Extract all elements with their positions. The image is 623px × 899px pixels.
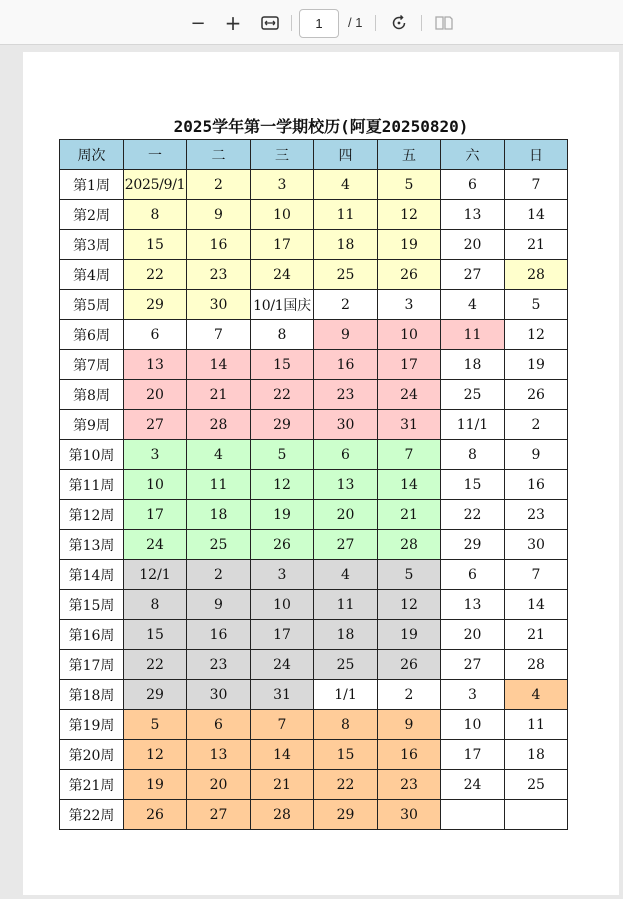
fit-width-button[interactable]	[257, 10, 283, 36]
date-cell: 21	[251, 770, 314, 800]
date-cell: 9	[187, 590, 251, 620]
date-cell: 24	[124, 530, 187, 560]
date-cell: 2	[187, 560, 251, 590]
date-cell: 4	[314, 170, 378, 200]
date-cell: 14	[505, 200, 568, 230]
date-cell: 25	[314, 650, 378, 680]
date-cell: 14	[251, 740, 314, 770]
page-number-input[interactable]	[299, 9, 339, 38]
date-cell: 1/1	[314, 680, 378, 710]
date-cell: 25	[314, 260, 378, 290]
date-cell: 10/1国庆	[251, 290, 314, 320]
week-label: 第15周	[60, 590, 124, 620]
date-cell: 5	[124, 710, 187, 740]
date-cell: 12	[378, 590, 441, 620]
date-cell: 8	[251, 320, 314, 350]
toolbar-divider	[291, 15, 292, 31]
date-cell: 11	[441, 320, 505, 350]
date-cell: 17	[378, 350, 441, 380]
date-cell: 22	[314, 770, 378, 800]
date-cell: 23	[187, 650, 251, 680]
date-cell: 27	[441, 260, 505, 290]
date-cell: 20	[441, 620, 505, 650]
pdf-toolbar	[0, 0, 623, 45]
calendar-title: 2025学年第一学期校历(阿夏20250820)	[173, 117, 469, 136]
date-cell: 5	[251, 440, 314, 470]
header-week: 周次	[60, 140, 124, 170]
date-cell: 16	[314, 350, 378, 380]
date-cell: 10	[251, 590, 314, 620]
table-row	[60, 290, 568, 320]
header-weekday: 四	[314, 140, 378, 170]
date-cell: 7	[251, 710, 314, 740]
date-cell: 25	[187, 530, 251, 560]
week-label: 第17周	[60, 650, 124, 680]
date-cell: 14	[187, 350, 251, 380]
date-cell: 2	[314, 290, 378, 320]
table-row	[60, 380, 568, 410]
date-cell: 18	[314, 230, 378, 260]
date-cell: 26	[378, 260, 441, 290]
table-row	[60, 680, 568, 710]
header-weekday: 六	[441, 140, 505, 170]
date-cell: 30	[314, 410, 378, 440]
date-cell: 13	[124, 350, 187, 380]
date-cell: 20	[314, 500, 378, 530]
date-cell: 28	[251, 800, 314, 830]
page-view-icon	[435, 16, 453, 30]
table-row	[60, 740, 568, 770]
date-cell: 18	[314, 620, 378, 650]
week-label: 第11周	[60, 470, 124, 500]
table-row	[60, 560, 568, 590]
week-label: 第13周	[60, 530, 124, 560]
date-cell: 29	[124, 680, 187, 710]
week-label: 第22周	[60, 800, 124, 830]
date-cell: 6	[441, 170, 505, 200]
date-cell: 30	[505, 530, 568, 560]
date-cell: 21	[505, 230, 568, 260]
date-cell: 5	[505, 290, 568, 320]
date-cell: 25	[505, 770, 568, 800]
header-weekday: 二	[187, 140, 251, 170]
header-weekday: 日	[505, 140, 568, 170]
date-cell: 9	[314, 320, 378, 350]
date-cell: 11/1	[441, 410, 505, 440]
date-cell: 9	[378, 710, 441, 740]
document-page	[23, 52, 619, 895]
date-cell: 17	[441, 740, 505, 770]
date-cell: 15	[251, 350, 314, 380]
table-row	[60, 590, 568, 620]
zoom-out-icon: −	[190, 12, 206, 34]
table-row	[60, 350, 568, 380]
date-cell: 6	[187, 710, 251, 740]
date-cell: 28	[505, 650, 568, 680]
toolbar-divider	[375, 15, 376, 31]
date-cell: 5	[378, 170, 441, 200]
date-cell: 29	[314, 800, 378, 830]
date-cell: 30	[187, 290, 251, 320]
week-label: 第21周	[60, 770, 124, 800]
date-cell: 24	[441, 770, 505, 800]
week-label: 第14周	[60, 560, 124, 590]
week-label: 第19周	[60, 710, 124, 740]
toolbar-divider	[421, 15, 422, 31]
date-cell: 8	[124, 590, 187, 620]
date-cell: 6	[314, 440, 378, 470]
date-cell: 27	[124, 410, 187, 440]
date-cell: 11	[314, 200, 378, 230]
date-cell: 16	[505, 470, 568, 500]
date-cell: 19	[505, 350, 568, 380]
date-cell: 30	[378, 800, 441, 830]
table-row	[60, 710, 568, 740]
date-cell: 12/1	[124, 560, 187, 590]
date-cell: 20	[441, 230, 505, 260]
fit-width-icon	[261, 16, 279, 30]
date-cell: 3	[251, 170, 314, 200]
header-weekday: 三	[251, 140, 314, 170]
week-label: 第18周	[60, 680, 124, 710]
date-cell: 4	[441, 290, 505, 320]
date-cell: 31	[378, 410, 441, 440]
table-row	[60, 650, 568, 680]
date-cell: 26	[505, 380, 568, 410]
date-cell: 24	[251, 650, 314, 680]
date-cell: 24	[378, 380, 441, 410]
date-cell: 15	[314, 740, 378, 770]
date-cell: 4	[314, 560, 378, 590]
date-cell: 13	[187, 740, 251, 770]
date-cell: 20	[187, 770, 251, 800]
date-cell: 6	[124, 320, 187, 350]
table-header-row	[60, 140, 568, 170]
page-total-label: / 1	[348, 15, 363, 30]
table-row	[60, 770, 568, 800]
table-row	[60, 170, 568, 200]
date-cell: 2	[378, 680, 441, 710]
date-cell: 19	[124, 770, 187, 800]
date-cell: 11	[314, 590, 378, 620]
date-cell: 28	[505, 260, 568, 290]
week-label: 第12周	[60, 500, 124, 530]
date-cell: 13	[314, 470, 378, 500]
date-cell: 2	[187, 170, 251, 200]
date-cell: 25	[441, 380, 505, 410]
date-cell: 18	[441, 350, 505, 380]
header-weekday: 一	[124, 140, 187, 170]
date-cell: 29	[441, 530, 505, 560]
zoom-out-button[interactable]	[185, 10, 211, 36]
date-cell: 23	[378, 770, 441, 800]
week-label: 第9周	[60, 410, 124, 440]
week-label: 第5周	[60, 290, 124, 320]
date-cell: 23	[505, 500, 568, 530]
date-cell: 6	[441, 560, 505, 590]
table-row	[60, 620, 568, 650]
date-cell: 22	[251, 380, 314, 410]
date-cell: 15	[441, 470, 505, 500]
date-cell: 7	[505, 170, 568, 200]
date-cell: 11	[187, 470, 251, 500]
table-row	[60, 410, 568, 440]
date-cell: 5	[378, 560, 441, 590]
date-cell: 31	[251, 680, 314, 710]
date-cell: 16	[187, 620, 251, 650]
date-cell: 22	[124, 650, 187, 680]
date-cell	[441, 800, 505, 830]
table-row	[60, 500, 568, 530]
week-label: 第10周	[60, 440, 124, 470]
date-cell: 7	[378, 440, 441, 470]
date-cell: 20	[124, 380, 187, 410]
date-cell: 2	[505, 410, 568, 440]
rotate-button[interactable]	[386, 10, 412, 36]
table-row	[60, 530, 568, 560]
date-cell: 23	[187, 260, 251, 290]
date-cell: 19	[378, 620, 441, 650]
date-cell: 21	[505, 620, 568, 650]
week-label: 第1周	[60, 170, 124, 200]
date-cell: 3	[378, 290, 441, 320]
date-cell: 13	[441, 200, 505, 230]
date-cell: 10	[251, 200, 314, 230]
week-label: 第16周	[60, 620, 124, 650]
date-cell: 28	[378, 530, 441, 560]
date-cell: 12	[378, 200, 441, 230]
date-cell: 4	[187, 440, 251, 470]
week-label: 第20周	[60, 740, 124, 770]
zoom-in-icon: +	[224, 11, 242, 35]
date-cell: 26	[124, 800, 187, 830]
date-cell: 2025/9/1	[124, 170, 187, 200]
date-cell: 10	[124, 470, 187, 500]
week-label: 第2周	[60, 200, 124, 230]
date-cell: 3	[124, 440, 187, 470]
date-cell: 24	[251, 260, 314, 290]
date-cell: 18	[505, 740, 568, 770]
date-cell: 29	[124, 290, 187, 320]
table-row	[60, 230, 568, 260]
date-cell: 15	[124, 620, 187, 650]
week-label: 第3周	[60, 230, 124, 260]
date-cell	[505, 800, 568, 830]
date-cell: 7	[505, 560, 568, 590]
zoom-in-button[interactable]	[220, 10, 246, 36]
table-row	[60, 440, 568, 470]
date-cell: 10	[378, 320, 441, 350]
date-cell: 8	[124, 200, 187, 230]
date-cell: 12	[505, 320, 568, 350]
table-row	[60, 800, 568, 830]
week-label: 第4周	[60, 260, 124, 290]
date-cell: 26	[251, 530, 314, 560]
date-cell: 27	[187, 800, 251, 830]
week-label: 第7周	[60, 350, 124, 380]
table-row	[60, 200, 568, 230]
week-label: 第6周	[60, 320, 124, 350]
date-cell: 26	[378, 650, 441, 680]
date-cell: 22	[441, 500, 505, 530]
date-cell: 14	[378, 470, 441, 500]
date-cell: 21	[378, 500, 441, 530]
date-cell: 19	[251, 500, 314, 530]
date-cell: 29	[251, 410, 314, 440]
date-cell: 23	[314, 380, 378, 410]
date-cell: 19	[378, 230, 441, 260]
date-cell: 12	[124, 740, 187, 770]
week-label: 第8周	[60, 380, 124, 410]
date-cell: 17	[251, 230, 314, 260]
date-cell: 4	[505, 680, 568, 710]
rotate-icon	[390, 14, 408, 32]
date-cell: 17	[251, 620, 314, 650]
date-cell: 9	[505, 440, 568, 470]
date-cell: 10	[441, 710, 505, 740]
date-cell: 13	[441, 590, 505, 620]
date-cell: 8	[314, 710, 378, 740]
date-cell: 14	[505, 590, 568, 620]
table-row	[60, 470, 568, 500]
date-cell: 3	[251, 560, 314, 590]
date-cell: 9	[187, 200, 251, 230]
two-page-view-button[interactable]	[431, 10, 457, 36]
date-cell: 16	[187, 230, 251, 260]
date-cell: 16	[378, 740, 441, 770]
date-cell: 21	[187, 380, 251, 410]
date-cell: 18	[187, 500, 251, 530]
date-cell: 22	[124, 260, 187, 290]
date-cell: 8	[441, 440, 505, 470]
date-cell: 15	[124, 230, 187, 260]
date-cell: 12	[251, 470, 314, 500]
date-cell: 17	[124, 500, 187, 530]
date-cell: 27	[314, 530, 378, 560]
date-cell: 3	[441, 680, 505, 710]
date-cell: 27	[441, 650, 505, 680]
date-cell: 28	[187, 410, 251, 440]
table-row	[60, 260, 568, 290]
date-cell: 30	[187, 680, 251, 710]
table-row	[60, 320, 568, 350]
date-cell: 11	[505, 710, 568, 740]
header-weekday: 五	[378, 140, 441, 170]
date-cell: 7	[187, 320, 251, 350]
school-calendar-table	[59, 139, 568, 830]
